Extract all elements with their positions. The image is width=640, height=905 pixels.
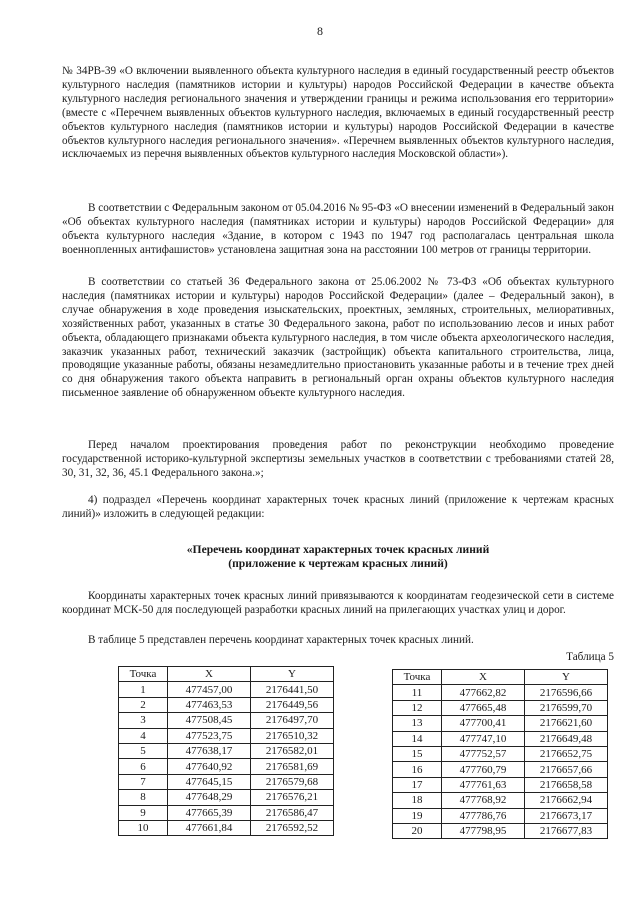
y-cell: 2176449,56	[251, 697, 334, 712]
y-cell: 2176576,21	[251, 790, 334, 805]
point-cell: 18	[393, 793, 442, 808]
paragraph-before-design	[62, 439, 614, 481]
y-cell: 2176658,58	[525, 777, 608, 792]
paragraph-before-design-text: Перед началом проектирования проведения работ по реконструкции необходимо проведение государственной историко-культурной экспертизы земельных участков в соответствии с требованиями статей 28, 30, 31, 32, 36, 45.1 Федерального закона.»;	[62, 439, 614, 479]
section-title-line-2: (приложение к чертежам красных линий)	[228, 557, 448, 570]
x-cell: 477463,53	[168, 697, 251, 712]
y-cell: 2176657,66	[525, 762, 608, 777]
y-cell: 2176510,32	[251, 728, 334, 743]
table-row	[119, 728, 334, 743]
table-row	[393, 746, 608, 761]
table-row	[393, 777, 608, 792]
x-cell: 477645,15	[168, 774, 251, 789]
point-cell: 14	[393, 731, 442, 746]
table-row	[393, 762, 608, 777]
point-cell: 12	[393, 700, 442, 715]
point-cell: 13	[393, 716, 442, 731]
y-cell: 2176581,69	[251, 759, 334, 774]
table-row	[393, 823, 608, 838]
x-cell: 477760,79	[442, 762, 525, 777]
x-cell: 477457,00	[168, 682, 251, 697]
table-row	[119, 820, 334, 835]
point-cell: 17	[393, 777, 442, 792]
table-row	[119, 805, 334, 820]
y-cell: 2176441,50	[251, 682, 334, 697]
point-cell: 11	[393, 685, 442, 700]
y-cell: 2176621,60	[525, 716, 608, 731]
table-caption: Таблица 5	[566, 651, 614, 663]
point-cell: 3	[119, 713, 168, 728]
paragraph-law-73-text: В соответствии со статьей 36 Федерального закона от 25.06.2002 № 73-ФЗ «Об объектах культурного наследия (памятниках истории и культуры) народов Российской Федерации» (далее – Федеральный закон), в случае обнаружения в ходе проведения изыскательских, проектных, земляных, строительных, мелиоративных, хозяйственных работ, указанных в статье 30 Федерального закона, работ по использованию лесов и иных работ объекта, обладающего признаками объекта культурного наследия, в том числе объекта археологического наследия, заказчик указанных работ, технический заказчик (застройщик) объекта капитального строительства, лица, проводящие указанные работы, обязаны незамедлительно приостановить указанные работы и в течение трех дней со дня обнаружения такого объекта направить в региональный орган охраны объектов культурного наследия письменное заявление об обнаруженном объекте культурного наследия.	[62, 276, 614, 400]
paragraph-table-5-text: В таблице 5 представлен перечень координат характерных точек красных линий.	[88, 634, 474, 646]
x-cell: 477662,82	[442, 685, 525, 700]
point-cell: 15	[393, 746, 442, 761]
table-header-row	[393, 670, 608, 685]
point-cell: 4	[119, 728, 168, 743]
paragraph-subsection-4	[62, 494, 614, 522]
paragraph-table-5	[62, 634, 614, 648]
x-cell: 477752,57	[442, 746, 525, 761]
x-cell: 477523,75	[168, 728, 251, 743]
paragraph-intro-text: № 34РВ-39 «О включении выявленного объекта культурного наследия в единый государственный реестр объектов культурного наследия (памятников истории и культуры) народов Российской Федерации в качестве объекта культурного наследия регионального значения и утверждении границы и режима использования его территории» (вместе с «Перечнем выявленных объектов культурного наследия, включаемых в единый государственный реестр объектов культурного наследия (памятников истории и культуры) народов Российской Федерации в качестве объектов культурного наследия регионального значения». «Перечнем выявленных объектов культурного наследия, исключаемых из перечня выявленных объектов культурного наследия Московской области»).	[62, 65, 614, 161]
point-cell: 10	[119, 820, 168, 835]
page-number: 8	[317, 24, 323, 38]
y-cell: 2176497,70	[251, 713, 334, 728]
section-title	[62, 543, 614, 571]
point-cell: 8	[119, 790, 168, 805]
y-cell: 2176592,52	[251, 820, 334, 835]
paragraph-coordinates-text: Координаты характерных точек красных линий привязываются к координатам геодезической сети в системе координат МСК-50 для последующей разработки красных линий на прилегающих участках улиц и дорог.	[62, 590, 614, 616]
table-row	[119, 759, 334, 774]
table-row	[393, 716, 608, 731]
paragraph-law-95-text: В соответствии с Федеральным законом от 05.04.2016 № 95-ФЗ «О внесении изменений в Федеральный закон «Об объектах культурного наследия (памятниках истории и культуры) народов Российской Федерации» для объекта культурного наследия «Здание, в котором с 1943 по 1947 год располагалась центральная школа военнопленных антифашистов» установлена защитная зона на расстоянии 100 метров от границы территории.	[62, 202, 614, 256]
table-row	[393, 731, 608, 746]
point-cell: 9	[119, 805, 168, 820]
paragraph-coordinates	[62, 590, 614, 618]
point-cell: 5	[119, 743, 168, 758]
table-row	[393, 700, 608, 715]
point-cell: 7	[119, 774, 168, 789]
table-row	[119, 682, 334, 697]
header-y: Y	[251, 667, 334, 682]
x-cell: 477638,17	[168, 743, 251, 758]
x-cell: 477640,92	[168, 759, 251, 774]
x-cell: 477700,41	[442, 716, 525, 731]
table-row	[393, 685, 608, 700]
coordinates-table-left	[118, 666, 334, 836]
point-cell: 16	[393, 762, 442, 777]
header-point: Точка	[119, 667, 168, 682]
y-cell: 2176677,83	[525, 823, 608, 838]
x-cell: 477661,84	[168, 820, 251, 835]
point-cell: 19	[393, 808, 442, 823]
y-cell: 2176599,70	[525, 700, 608, 715]
table-row	[119, 713, 334, 728]
paragraph-subsection-4-text: 4) подраздел «Перечень координат характерных точек красных линий (приложение к чертежам красных линий)» изложить в следующей редакции:	[62, 494, 614, 520]
point-cell: 2	[119, 697, 168, 712]
table-row	[119, 774, 334, 789]
y-cell: 2176649,48	[525, 731, 608, 746]
point-cell: 6	[119, 759, 168, 774]
y-cell: 2176586,47	[251, 805, 334, 820]
y-cell: 2176652,75	[525, 746, 608, 761]
section-title-line-1: «Перечень координат характерных точек красных линий	[186, 543, 490, 556]
y-cell: 2176673,17	[525, 808, 608, 823]
header-y: Y	[525, 670, 608, 685]
paragraph-law-73	[62, 276, 614, 401]
y-cell: 2176596,66	[525, 685, 608, 700]
x-cell: 477798,95	[442, 823, 525, 838]
paragraph-law-95	[62, 202, 614, 258]
table-row	[119, 743, 334, 758]
x-cell: 477648,29	[168, 790, 251, 805]
table-row	[119, 790, 334, 805]
x-cell: 477747,10	[442, 731, 525, 746]
table-row	[119, 697, 334, 712]
x-cell: 477786,76	[442, 808, 525, 823]
x-cell: 477761,63	[442, 777, 525, 792]
header-x: X	[168, 667, 251, 682]
table-header-row	[119, 667, 334, 682]
point-cell: 20	[393, 823, 442, 838]
x-cell: 477768,92	[442, 793, 525, 808]
x-cell: 477665,39	[168, 805, 251, 820]
paragraph-intro	[62, 65, 614, 162]
x-cell: 477508,45	[168, 713, 251, 728]
header-point: Точка	[393, 670, 442, 685]
y-cell: 2176582,01	[251, 743, 334, 758]
y-cell: 2176662,94	[525, 793, 608, 808]
table-row	[393, 793, 608, 808]
x-cell: 477665,48	[442, 700, 525, 715]
coordinates-table-right	[392, 669, 608, 839]
table-row	[393, 808, 608, 823]
header-x: X	[442, 670, 525, 685]
y-cell: 2176579,68	[251, 774, 334, 789]
point-cell: 1	[119, 682, 168, 697]
